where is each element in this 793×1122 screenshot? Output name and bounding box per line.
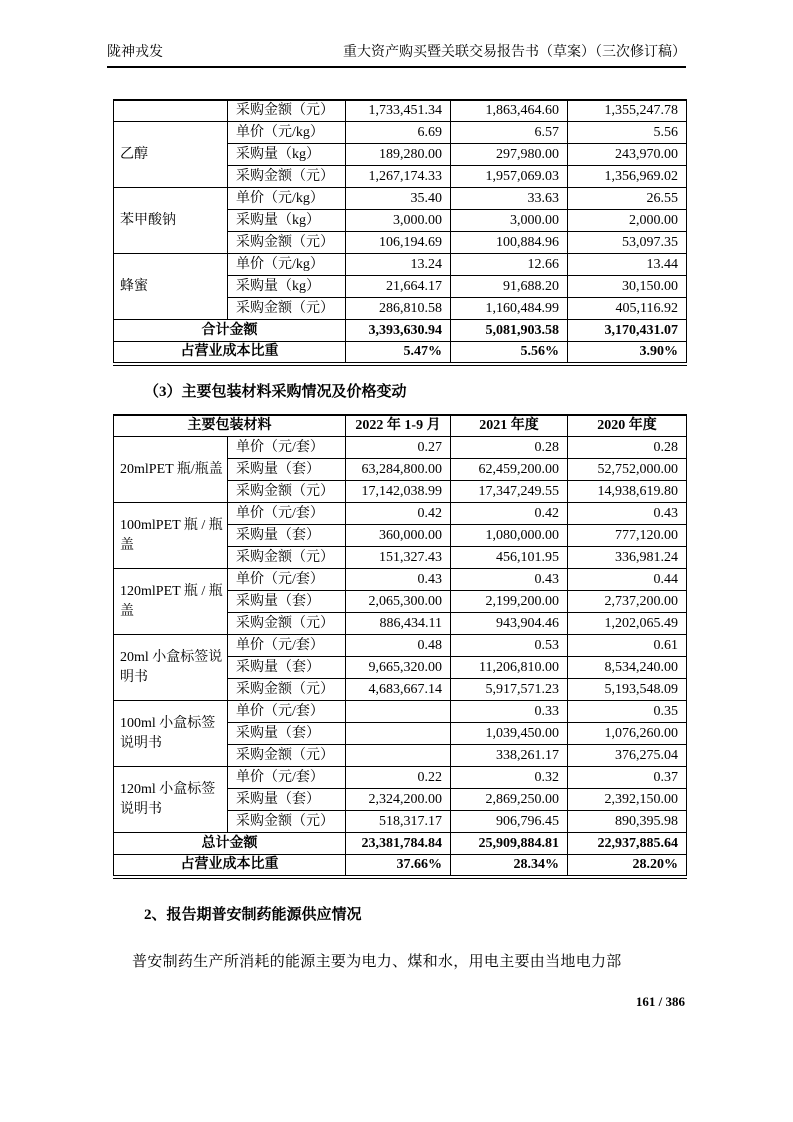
metric-label-cell: 采购金额（元） [228,745,346,767]
value-cell: 297,980.00 [451,144,568,166]
value-cell [346,701,451,723]
value-cell: 0.27 [346,437,451,459]
summary-row [114,342,687,364]
value-cell: 3,000.00 [346,210,451,232]
value-cell: 21,664.17 [346,276,451,298]
metric-label-cell: 采购量（套） [228,657,346,679]
page-content [0,99,793,1011]
value-cell: 777,120.00 [568,525,687,547]
summary-label-cell: 总计金额 [114,833,346,855]
metric-label-cell: 单价（元/kg） [228,122,346,144]
group-name-cell: 20mlPET 瓶/瓶盖 [114,437,228,503]
metric-label-cell: 采购量（套） [228,525,346,547]
value-cell: 6.69 [346,122,451,144]
value-cell: 106,194.69 [346,232,451,254]
metric-label-cell: 单价（元/套） [228,437,346,459]
table-row [114,188,687,210]
value-cell: 5,193,548.09 [568,679,687,701]
value-cell: 1,080,000.00 [451,525,568,547]
value-cell: 12.66 [451,254,568,276]
value-cell: 518,317.17 [346,811,451,833]
value-cell: 0.43 [346,569,451,591]
value-cell: 0.32 [451,767,568,789]
value-cell: 243,970.00 [568,144,687,166]
value-cell: 100,884.96 [451,232,568,254]
table-row [114,767,687,789]
summary-value-cell: 3,393,630.94 [346,320,451,342]
value-cell: 26.55 [568,188,687,210]
value-cell: 1,356,969.02 [568,166,687,188]
summary-value-cell: 5,081,903.58 [451,320,568,342]
value-cell: 9,665,320.00 [346,657,451,679]
summary-value-cell: 5.47% [346,342,451,364]
value-cell: 53,097.35 [568,232,687,254]
value-cell: 52,752,000.00 [568,459,687,481]
value-cell: 33.63 [451,188,568,210]
metric-label-cell: 采购金额（元） [228,100,346,122]
value-cell: 2,199,200.00 [451,591,568,613]
group-name-cell: 苯甲酸钠 [114,188,228,254]
page-number: 161 / 386 [635,994,685,1010]
summary-label-cell: 占营业成本比重 [114,855,346,877]
value-cell: 151,327.43 [346,547,451,569]
summary-value-cell: 28.34% [451,855,568,877]
group-name-cell: 蜂蜜 [114,254,228,320]
group-name-cell: 120ml 小盒标签说明书 [114,767,228,833]
metric-label-cell: 单价（元/套） [228,569,346,591]
value-cell: 943,904.46 [451,613,568,635]
metric-label-cell: 采购金额（元） [228,679,346,701]
value-cell: 0.43 [568,503,687,525]
value-cell [346,723,451,745]
group-name-cell: 120mlPET 瓶 / 瓶盖 [114,569,228,635]
table-row [114,701,687,723]
value-cell: 0.43 [451,569,568,591]
value-cell: 2,737,200.00 [568,591,687,613]
value-cell: 13.44 [568,254,687,276]
value-cell: 30,150.00 [568,276,687,298]
value-cell: 360,000.00 [346,525,451,547]
value-cell: 338,261.17 [451,745,568,767]
value-cell: 0.61 [568,635,687,657]
metric-label-cell: 采购金额（元） [228,811,346,833]
value-cell: 886,434.11 [346,613,451,635]
value-cell [346,745,451,767]
metric-label-cell: 单价（元/kg） [228,188,346,210]
value-cell: 1,267,174.33 [346,166,451,188]
value-cell: 0.42 [346,503,451,525]
value-cell: 14,938,619.80 [568,481,687,503]
metric-label-cell: 单价（元/套） [228,701,346,723]
value-cell: 0.37 [568,767,687,789]
value-cell: 13.24 [346,254,451,276]
metric-label-cell: 采购金额（元） [228,232,346,254]
value-cell: 2,869,250.00 [451,789,568,811]
value-cell: 5,917,571.23 [451,679,568,701]
value-cell: 1,733,451.34 [346,100,451,122]
summary-value-cell: 3.90% [568,342,687,364]
value-cell: 0.28 [568,437,687,459]
value-cell: 890,395.98 [568,811,687,833]
subsection-heading: 2、报告期普安制药能源供应情况 [144,906,362,923]
summary-row [114,833,687,855]
value-cell: 0.28 [451,437,568,459]
value-cell: 906,796.45 [451,811,568,833]
table-row [114,635,687,657]
value-cell: 6.57 [451,122,568,144]
packaging-materials-procurement-table [113,414,687,879]
value-cell: 0.53 [451,635,568,657]
value-cell: 286,810.58 [346,298,451,320]
value-cell: 62,459,200.00 [451,459,568,481]
value-cell: 1,957,069.03 [451,166,568,188]
metric-label-cell: 采购量（套） [228,723,346,745]
table-header-row [114,415,687,437]
summary-label-cell: 占营业成本比重 [114,342,346,364]
section-heading: （3）主要包装材料采购情况及价格变动 [144,383,407,400]
value-cell: 2,000.00 [568,210,687,232]
value-cell: 456,101.95 [451,547,568,569]
column-header: 2021 年度 [451,415,568,437]
summary-value-cell: 28.20% [568,855,687,877]
value-cell: 1,863,464.60 [451,100,568,122]
value-cell: 63,284,800.00 [346,459,451,481]
metric-label-cell: 采购金额（元） [228,547,346,569]
value-cell: 5.56 [568,122,687,144]
metric-label-cell: 单价（元/套） [228,767,346,789]
summary-value-cell: 3,170,431.07 [568,320,687,342]
value-cell: 11,206,810.00 [451,657,568,679]
metric-label-cell: 单价（元/套） [228,503,346,525]
summary-row [114,320,687,342]
value-cell: 0.48 [346,635,451,657]
value-cell: 91,688.20 [451,276,568,298]
group-name-cell [114,100,228,122]
value-cell: 35.40 [346,188,451,210]
summary-value-cell: 37.66% [346,855,451,877]
summary-value-cell: 5.56% [451,342,568,364]
value-cell: 0.35 [568,701,687,723]
metric-label-cell: 单价（元/kg） [228,254,346,276]
value-cell: 0.44 [568,569,687,591]
metric-label-cell: 采购金额（元） [228,166,346,188]
column-header: 2022 年 1-9 月 [346,415,451,437]
table-row [114,122,687,144]
metric-label-cell: 采购金额（元） [228,613,346,635]
value-cell: 4,683,667.14 [346,679,451,701]
metric-label-cell: 采购量（套） [228,591,346,613]
table-row [114,437,687,459]
value-cell: 0.33 [451,701,568,723]
summary-value-cell: 25,909,884.81 [451,833,568,855]
column-header: 主要包装材料 [114,415,346,437]
metric-label-cell: 采购量（kg） [228,144,346,166]
table-row [114,569,687,591]
summary-value-cell: 23,381,784.84 [346,833,451,855]
value-cell: 189,280.00 [346,144,451,166]
table-row [114,254,687,276]
metric-label-cell: 单价（元/套） [228,635,346,657]
value-cell: 1,202,065.49 [568,613,687,635]
value-cell: 2,065,300.00 [346,591,451,613]
metric-label-cell: 采购量（套） [228,459,346,481]
value-cell: 1,355,247.78 [568,100,687,122]
value-cell: 17,142,038.99 [346,481,451,503]
value-cell: 405,116.92 [568,298,687,320]
value-cell: 1,076,260.00 [568,723,687,745]
table-row [114,100,687,122]
group-name-cell: 100mlPET 瓶 / 瓶盖 [114,503,228,569]
value-cell: 376,275.04 [568,745,687,767]
value-cell: 336,981.24 [568,547,687,569]
metric-label-cell: 采购量（kg） [228,276,346,298]
value-cell: 0.42 [451,503,568,525]
header-company-name: 陇神戎发 [107,45,163,60]
value-cell: 17,347,249.55 [451,481,568,503]
value-cell: 0.22 [346,767,451,789]
table-row [114,503,687,525]
value-cell: 2,392,150.00 [568,789,687,811]
group-name-cell: 乙醇 [114,122,228,188]
body-paragraph: 普安制药生产所消耗的能源主要为电力、煤和水，用电主要由当地电力部 [132,953,622,970]
group-name-cell: 100ml 小盒标签说明书 [114,701,228,767]
value-cell: 1,039,450.00 [451,723,568,745]
value-cell: 8,534,240.00 [568,657,687,679]
metric-label-cell: 采购量（套） [228,789,346,811]
page-header [107,45,686,68]
value-cell: 2,324,200.00 [346,789,451,811]
value-cell: 3,000.00 [451,210,568,232]
summary-label-cell: 合计金额 [114,320,346,342]
metric-label-cell: 采购量（kg） [228,210,346,232]
summary-row [114,855,687,877]
value-cell: 1,160,484.99 [451,298,568,320]
column-header: 2020 年度 [568,415,687,437]
metric-label-cell: 采购金额（元） [228,298,346,320]
raw-materials-procurement-table [113,99,687,366]
summary-value-cell: 22,937,885.64 [568,833,687,855]
group-name-cell: 20ml 小盒标签说明书 [114,635,228,701]
header-document-title: 重大资产购买暨关联交易报告书（草案）（三次修订稿） [343,45,686,60]
metric-label-cell: 采购金额（元） [228,481,346,503]
